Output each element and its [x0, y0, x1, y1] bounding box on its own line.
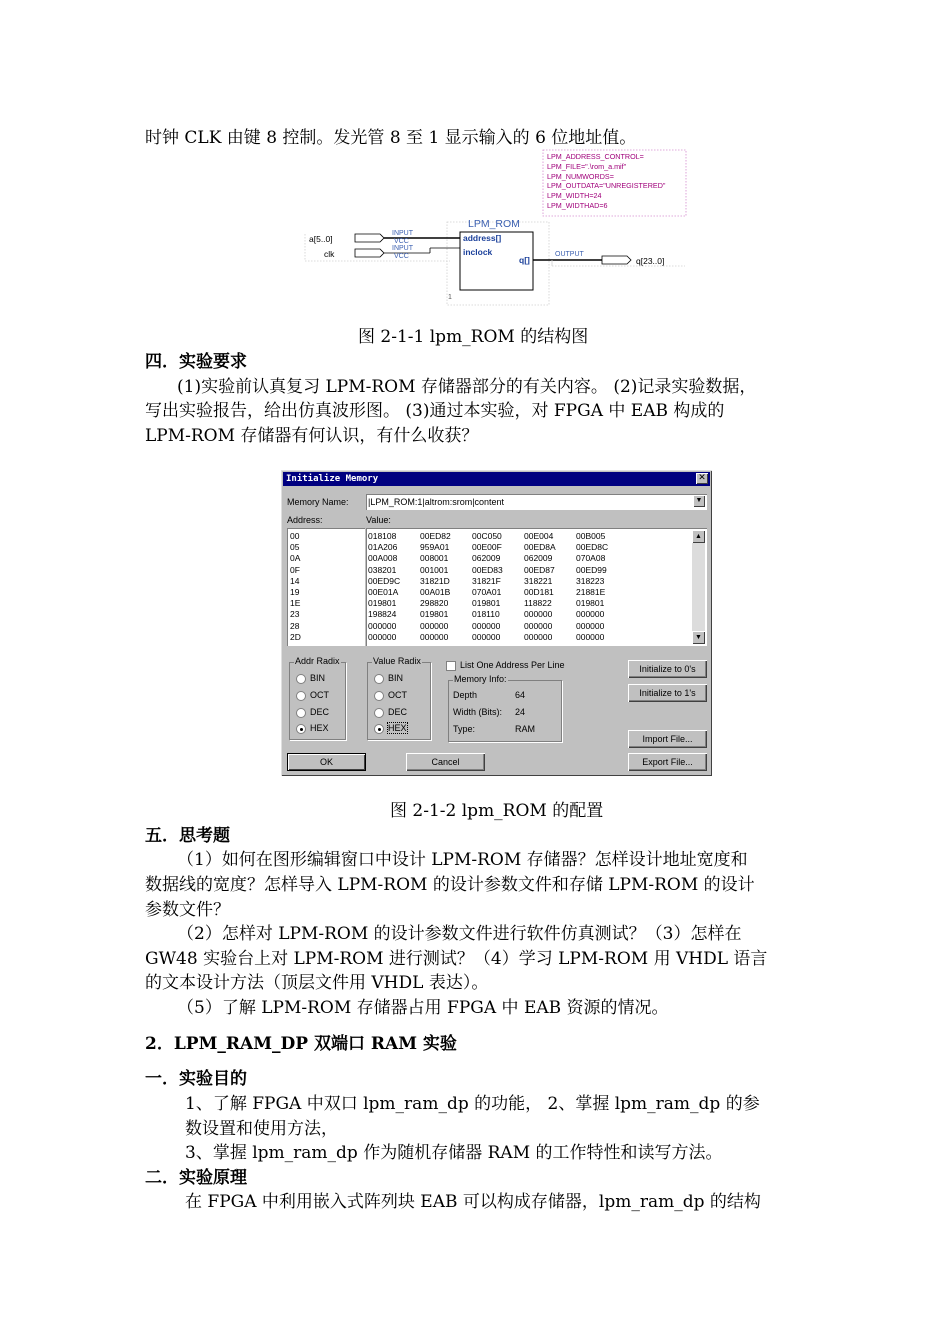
address-cell: 2D [290, 631, 301, 642]
memory-info-label: Memory Info: [454, 674, 507, 684]
value-cell[interactable]: 000000 [368, 631, 397, 642]
value-radix-dec-label: DEC [388, 707, 408, 717]
value-radix-group [367, 656, 431, 740]
part2-title: 2．LPM_RAM_DP 双端口 RAM 实验 [145, 1034, 457, 1054]
value-cell[interactable]: 00ED8A [524, 542, 556, 553]
param-width: LPM_WIDTH=24 [547, 191, 602, 200]
value-cell[interactable]: 000000 [472, 620, 501, 631]
list-one-checkbox[interactable] [446, 661, 456, 671]
value-cell[interactable]: 00E004 [524, 531, 554, 541]
value-cell[interactable]: 070A08 [576, 553, 606, 564]
param-widthad: LPM_WIDTHAD=6 [547, 201, 608, 210]
value-cell[interactable]: 31821F [472, 575, 501, 586]
value-cell[interactable]: 318221 [524, 575, 553, 586]
width-value: 24 [515, 707, 526, 717]
addr-radix-label: Addr Radix [295, 656, 340, 666]
value-cell[interactable]: 018108 [368, 531, 397, 541]
address-cell: 19 [290, 587, 300, 598]
value-label: Value: [366, 515, 391, 525]
value-cell[interactable]: 019801 [420, 609, 449, 620]
value-cell[interactable]: 038201 [368, 564, 397, 575]
type-value: RAM [515, 724, 535, 734]
address-cell: 23 [290, 609, 300, 620]
value-cell[interactable]: 118822 [524, 598, 552, 609]
value-radix-oct-radio[interactable] [374, 691, 384, 701]
value-cell[interactable]: 000000 [576, 631, 605, 642]
value-radix-dec-radio[interactable] [374, 708, 384, 718]
value-cell[interactable]: 00ED99 [576, 564, 607, 575]
width-label: Width (Bits): [453, 707, 503, 717]
addr-radix-group [289, 656, 346, 740]
value-cell[interactable]: 000000 [576, 620, 605, 631]
part2-s1-line-3: 3、掌握 lpm_ram_dp 作为随机存储器 RAM 的工作特性和读写方法。 [185, 1143, 723, 1163]
value-cell[interactable]: 000000 [576, 609, 605, 620]
value-cell[interactable]: 008001 [420, 553, 449, 564]
pin-clk: clk [324, 249, 335, 259]
depth-value: 64 [515, 690, 526, 700]
section5-line-5: GW48 实验台上对 LPM-ROM 进行测试？（4）学习 LPM-ROM 用 VHDL 语言 [145, 949, 768, 969]
initialize-ones-button[interactable]: Initialize to 1's [628, 684, 707, 702]
dialog-titlebar [283, 472, 710, 486]
value-radix-hex-label: HEX [388, 723, 407, 733]
initialize-zeros-button[interactable]: Initialize to 0's [628, 660, 707, 678]
param-file: LPM_FILE=".\rom_a.mif" [547, 162, 627, 171]
value-radix-bin-label: BIN [388, 673, 404, 683]
value-cell[interactable]: 000000 [420, 631, 449, 642]
section4-title: 四．实验要求 [145, 352, 247, 372]
address-cell: 0A [290, 553, 301, 564]
input-label-clk: INPUT [392, 245, 413, 252]
value-cell[interactable]: 000000 [472, 631, 501, 642]
value-cell[interactable]: 00ED83 [472, 564, 503, 575]
vcc-label-a: VCC [394, 238, 409, 245]
value-cell[interactable]: 00B005 [576, 531, 606, 541]
address-cell: 00 [290, 531, 300, 541]
addr-radix-bin-radio[interactable] [296, 674, 306, 684]
section5-title: 五．思考题 [145, 826, 230, 846]
pin-out: q[23..0] [636, 256, 665, 266]
initialize-memory-dialog [281, 470, 712, 776]
value-radix-hex-radio[interactable] [374, 724, 384, 734]
intro-line: 时钟 CLK 由键 8 控制。发光管 8 至 1 显示输入的 6 位地址值。 [145, 128, 637, 148]
address-cell: 05 [290, 542, 300, 553]
section5-line-2: 数据线的宽度？怎样导入 LPM-ROM 的设计参数文件和存储 LPM-ROM 的设计 [145, 875, 755, 895]
value-cell[interactable]: 00D181 [524, 586, 554, 597]
input-label-a: INPUT [392, 230, 413, 237]
section4-line-2: 写出实验报告，给出仿真波形图。 (3)通过本实验，对 FPGA 中 EAB 构成的 [145, 401, 725, 421]
value-cell[interactable]: 00A008 [368, 553, 398, 564]
value-cell[interactable]: 000000 [524, 631, 553, 642]
value-cell[interactable]: 00E01A [368, 586, 399, 597]
value-cell[interactable]: 198824 [368, 609, 397, 620]
section5-line-7: （5）了解 LPM-ROM 存储器占用 FPGA 中 EAB 资源的情况。 [177, 998, 669, 1018]
value-cell[interactable]: 318223 [576, 575, 605, 586]
export-file-button[interactable]: Export File... [628, 753, 707, 771]
memory-name-label: Memory Name: [287, 497, 349, 507]
address-cell: 14 [290, 575, 300, 586]
value-radix-label: Value Radix [373, 656, 421, 666]
value-cell[interactable]: 21881E [576, 586, 606, 597]
value-cell[interactable]: 000000 [420, 620, 449, 631]
type-label: Type: [453, 724, 476, 734]
addr-radix-bin-label: BIN [310, 673, 326, 683]
part2-s2-title: 二．实验原理 [145, 1168, 247, 1188]
addr-radix-oct-label: OCT [310, 690, 329, 700]
port-address: address[] [463, 233, 502, 243]
value-cell[interactable]: 018110 [472, 609, 500, 620]
value-cell[interactable]: 00A01B [420, 586, 451, 597]
block-title: LPM_ROM [468, 218, 520, 230]
value-radix-bin-radio[interactable] [374, 674, 384, 684]
part2-s1-line-2: 数设置和使用方法， [185, 1119, 338, 1139]
param-numwords: LPM_NUMWORDS= [547, 172, 614, 181]
section4-line-3: LPM-ROM 存储器有何认识，有什么收获？ [145, 426, 479, 446]
pin-a: a[5..0] [309, 234, 333, 244]
vertical-scrollbar[interactable] [692, 530, 705, 644]
section5-line-4: （2）怎样对 LPM-ROM 的设计参数文件进行软件仿真测试？（3）怎样在 [177, 924, 742, 944]
memory-name-value: |LPM_ROM:1|altrom:srom|content [368, 497, 505, 507]
block-index: 1 [448, 294, 452, 301]
value-cell[interactable]: 959A01 [420, 542, 450, 553]
value-cell[interactable]: 00C050 [472, 531, 502, 541]
part2-s2-line: 在 FPGA 中利用嵌入式阵列块 EAB 可以构成存储器，lpm_ram_dp 的结构 [185, 1192, 761, 1212]
port-q: q[] [519, 255, 530, 265]
close-icon[interactable]: ✕ [696, 473, 708, 484]
value-cell[interactable]: 019801 [368, 598, 397, 609]
address-list [287, 528, 365, 646]
import-file-button[interactable]: Import File... [628, 730, 707, 748]
chevron-down-icon[interactable]: ▼ [693, 495, 705, 507]
list-one-label: List One Address Per Line [460, 660, 565, 670]
depth-label: Depth [453, 690, 478, 700]
value-cell[interactable]: 01A206 [368, 542, 398, 553]
memory-info-group [448, 674, 562, 742]
value-radix-oct-label: OCT [388, 690, 407, 700]
address-cell: 1E [290, 598, 301, 609]
address-cell: 0F [290, 564, 300, 575]
ok-button[interactable]: OK [287, 753, 366, 771]
value-cell[interactable]: 000000 [368, 620, 397, 631]
param-outdata: LPM_OUTDATA="UNREGISTERED" [547, 181, 666, 190]
addr-radix-oct-radio[interactable] [296, 691, 306, 701]
value-cell[interactable]: 019801 [472, 598, 501, 609]
section5-line-3: 参数文件？ [145, 900, 230, 920]
vcc-label-clk: VCC [394, 253, 409, 260]
value-cell[interactable]: 00ED8C [576, 542, 609, 553]
dialog-title: Initialize Memory [286, 474, 379, 484]
addr-radix-dec-radio[interactable] [296, 708, 306, 718]
address-cell: 28 [290, 620, 300, 631]
port-inclock: inclock [463, 247, 493, 257]
section4-line-1: (1)实验前认真复习 LPM-ROM 存储器部分的有关内容。 (2)记录实验数据， [177, 377, 757, 397]
scroll-up-icon[interactable]: ▲ [692, 530, 705, 543]
addr-radix-dec-label: DEC [310, 707, 330, 717]
cancel-button[interactable]: Cancel [406, 753, 485, 771]
value-cell[interactable]: 001001 [420, 564, 449, 575]
value-cell[interactable]: 00ED82 [420, 531, 451, 541]
figure-caption-1: 图 2-1-1 lpm_ROM 的结构图 [358, 327, 589, 347]
param-address-control: LPM_ADDRESS_CONTROL= [547, 152, 644, 161]
address-label: Address: [287, 515, 323, 525]
addr-radix-hex-label: HEX [310, 723, 329, 733]
value-cell[interactable]: 070A01 [472, 586, 502, 597]
figure-caption-2: 图 2-1-2 lpm_ROM 的配置 [390, 801, 604, 821]
value-cell[interactable]: 00E00F [472, 542, 502, 553]
value-cell[interactable]: 00ED9C [368, 575, 401, 586]
value-grid[interactable] [366, 528, 707, 646]
lpm-rom-schematic [300, 148, 692, 308]
value-cell[interactable]: 019801 [576, 598, 605, 609]
part2-s1-title: 一．实验目的 [145, 1069, 247, 1089]
value-cell[interactable]: 062009 [524, 553, 553, 564]
value-cell[interactable]: 000000 [524, 609, 553, 620]
address-column [290, 531, 301, 643]
part2-s1-line-1: 1、了解 FPGA 中双口 lpm_ram_dp 的功能， 2、掌握 lpm_ram_dp 的参 [185, 1094, 760, 1114]
section5-line-1: （1）如何在图形编辑窗口中设计 LPM-ROM 存储器？怎样设计地址宽度和 [177, 850, 748, 870]
value-cell[interactable]: 062009 [472, 553, 501, 564]
value-cell[interactable]: 31821D [420, 575, 450, 586]
scroll-down-icon[interactable]: ▼ [692, 631, 705, 644]
output-label: OUTPUT [555, 251, 584, 258]
memory-name-select[interactable] [366, 494, 707, 510]
value-cell[interactable]: 298820 [420, 598, 449, 609]
value-cell[interactable]: 00ED87 [524, 564, 555, 575]
section5-line-6: 的文本设计方法（顶层文件用 VHDL 表达）。 [145, 973, 489, 993]
addr-radix-hex-radio[interactable] [296, 724, 306, 734]
value-cell[interactable]: 000000 [524, 620, 553, 631]
